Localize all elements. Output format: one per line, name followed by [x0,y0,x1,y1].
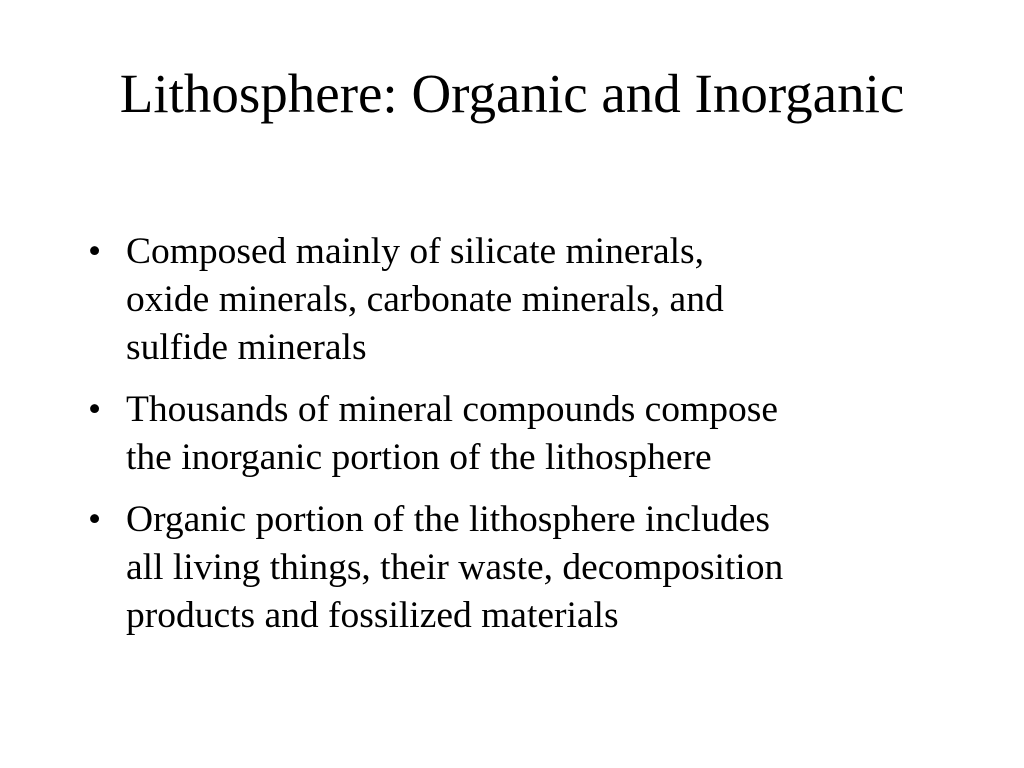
bullet-text-line: sulfide minerals [126,327,367,368]
bullet-icon: • [88,389,102,430]
bullet-text-line: the inorganic portion of the lithosphere [126,437,712,478]
bullet-text-line: Organic portion of the lithosphere includes [126,499,770,540]
bullet-text-line: Composed mainly of silicate minerals, [126,231,705,272]
bullet-text-line: all living things, their waste, decomposition [126,547,784,588]
bullet-item [88,228,948,372]
bullet-text-line: Thousands of mineral compounds compose [126,389,778,430]
bullet-item [88,496,948,640]
bullet-text-line: oxide minerals, carbonate minerals, and [126,279,724,320]
bullet-item [88,386,948,482]
bullet-text-line: products and fossilized materials [126,595,619,636]
bullet-icon: • [88,499,102,540]
bullet-list [88,228,948,640]
slide-title: Lithosphere: Organic and Inorganic [119,63,905,124]
bullet-icon: • [88,231,102,272]
